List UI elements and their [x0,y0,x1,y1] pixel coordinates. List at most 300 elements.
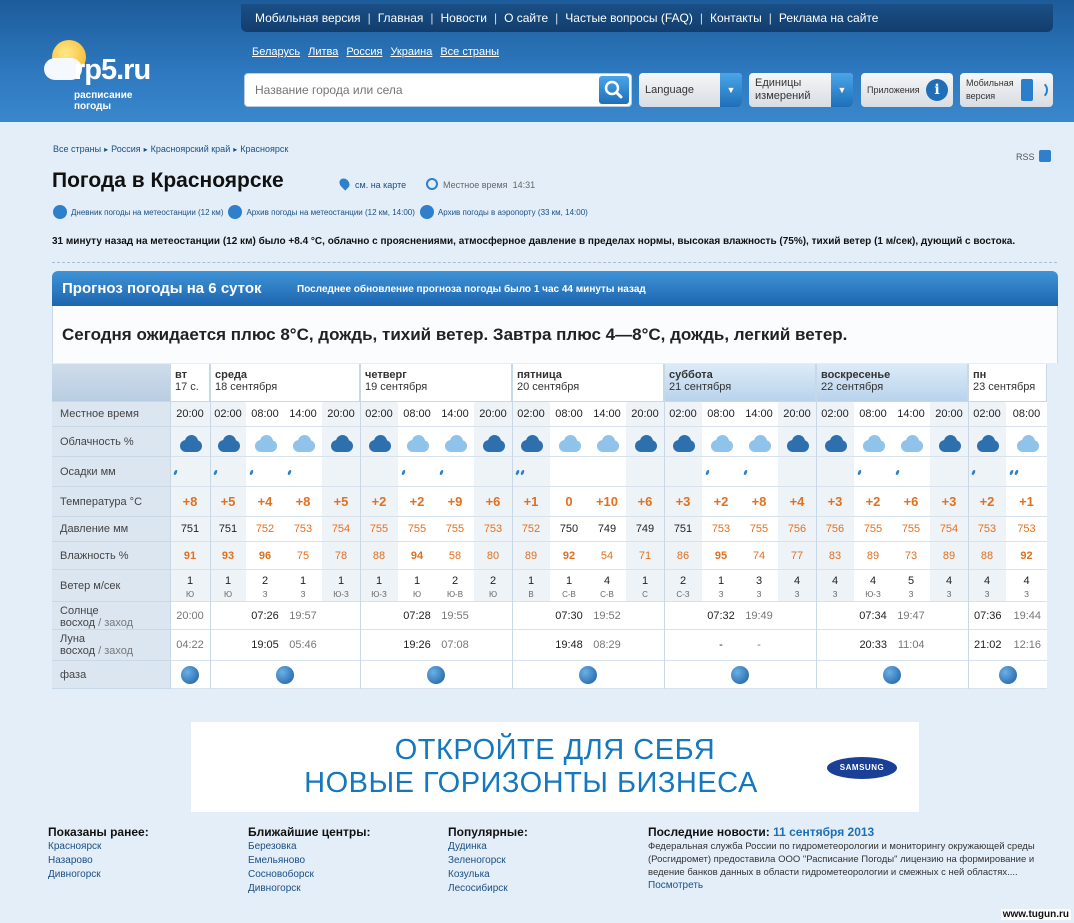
nav-item[interactable]: О сайте [504,11,549,25]
cell-time [740,402,778,427]
cell-precip [892,457,930,487]
pressure-value: 755 [863,523,883,535]
cloud-icon [328,434,354,452]
cell-clouds [550,427,588,457]
cell-clouds [626,427,664,457]
time-value: 02:00 [517,408,545,420]
cell-clouds [322,427,360,457]
cell-time [626,402,664,427]
city-link[interactable]: Сосновоборск [248,869,314,880]
temperature-value: +2 [409,494,425,509]
cell-precip [360,457,398,487]
sun-rise: 07:34 [859,610,887,622]
units-select[interactable] [749,73,853,107]
rain-drop-icon [249,470,254,475]
day-date: 23 сентября [973,381,1036,393]
news-more-link[interactable]: Посмотреть [648,880,704,891]
day-divider [968,364,969,689]
cell-clouds [702,427,740,457]
moon-phase-cell [512,661,664,689]
pressure-value: 749 [597,523,617,535]
sun-set: 19:52 [593,610,621,622]
temperature-value: +5 [220,494,236,509]
rain-drop-icon [287,470,292,475]
cloud-icon [632,434,658,452]
wind-direction: Ю [412,590,422,599]
forecast-updated: Последнее обновление прогноза погоды было 1 час 44 минуты назад [297,284,646,295]
cell-precip [816,457,854,487]
cell-time [210,402,246,427]
humidity-value: 54 [600,550,614,562]
logo-sub-1: расписание [74,90,133,101]
rain-drop-icon [515,470,520,475]
nav-item[interactable]: Реклама на сайте [778,11,879,25]
temperature-value: +9 [447,494,463,509]
wind-direction: З [1024,590,1029,599]
rain-drop-icon [1014,470,1019,475]
cell-humidity [512,542,550,570]
airplane-icon [420,205,434,219]
cell-wind [626,570,664,602]
moon-phase-icon [276,666,294,684]
sun-rise: 07:32 [707,610,735,622]
day-name: воскресенье [821,369,891,381]
cell-humidity [1006,542,1047,570]
day-name: пн [973,369,987,381]
recent-cities [48,825,149,882]
day-date: 19 сентября [365,381,428,393]
nearby-centers [248,825,370,896]
moon-rise: 19:26 [403,639,431,651]
archive-icon [228,205,242,219]
sun-set: 19:55 [441,610,469,622]
wind-speed: 1 [375,575,383,587]
cell-wind [436,570,474,602]
news-text: Федеральная служба России по гидрометеорологии и мониторингу окружающей среды (Росгидромет) предоставила ООО "Расписание Погоды" лицензию на формирование и ведение банков данных в области гидрометеорологии и смежных с ней областях.... [648,841,1035,878]
cell-pressure [930,517,968,542]
cell-time [474,402,512,427]
wind-speed: 4 [603,575,611,587]
time-value: 08:00 [1012,408,1041,420]
humidity-value: 92 [562,550,576,562]
cell-clouds [246,427,284,457]
cell-wind [170,570,210,602]
city-link[interactable]: Лесосибирск [448,883,508,894]
nav-item[interactable]: Мобильная версия [255,11,361,25]
local-time-value: 14:31 [512,180,536,190]
logo-subtitle [74,90,132,112]
day-header [210,364,360,402]
time-value: 14:00 [441,408,469,420]
cell-wind [588,570,626,602]
cell-time [550,402,588,427]
apps-button[interactable] [861,73,953,107]
cell-time [1006,402,1047,427]
moon-phase-cell [170,661,210,689]
sun-rise: 07:26 [251,610,279,622]
breadcrumb-item[interactable]: Красноярский край [150,144,231,154]
cell-temp [210,487,246,517]
units-label-2: измерений [755,90,811,102]
cell-precip [702,457,740,487]
pressure-value: 755 [407,523,427,535]
pressure-value: 753 [293,523,313,535]
breadcrumb-item[interactable]: Россия [111,144,141,154]
moon-times [664,630,816,661]
moon-phase-cell [360,661,512,689]
moon-set-word: / заход [98,645,134,657]
phone-icon [1021,79,1033,101]
time-value: 08:00 [707,408,735,420]
wind-speed: 4 [983,575,991,587]
cell-precip [664,457,702,487]
cell-temp [664,487,702,517]
cell-wind [210,570,246,602]
cell-temp [968,487,1006,517]
map-link[interactable] [340,178,406,190]
cloud-icon [784,434,810,452]
cell-wind [284,570,322,602]
moon-phase-icon [181,666,199,684]
humidity-value: 91 [183,550,197,562]
wind-direction: Ю-З [371,590,387,599]
country-links [252,46,507,58]
cell-precip [626,457,664,487]
cell-wind [740,570,778,602]
temperature-value: +2 [865,494,881,509]
moon-set: 11:04 [897,639,925,651]
city-link[interactable]: Дивногорск [48,869,101,880]
day-header [816,364,968,402]
wind-direction: Ю [223,590,233,599]
cell-humidity [930,542,968,570]
rain-drop-icon [857,470,862,475]
cell-wind [892,570,930,602]
temperature-value: +10 [595,494,619,509]
sun-pair [398,602,474,630]
cell-temp [626,487,664,517]
breadcrumb-item[interactable]: Все страны [53,144,102,154]
rain-drop-icon [213,470,218,475]
forecast-summary-text: Сегодня ожидается плюс 8°С, дождь, тихий ветер. Завтра плюс 4—8°С, дождь, легкий ветер. [62,325,848,344]
moon-set: - [757,639,761,651]
rain-drop-icon [895,470,900,475]
humidity-value: 89 [942,550,956,562]
cloud-icon [215,434,241,452]
cell-precip [210,457,246,487]
nearby-title: Ближайшие центры: [248,825,371,839]
search-input[interactable] [245,74,585,106]
cell-temp [360,487,398,517]
cell-pressure [854,517,892,542]
humidity-value: 95 [714,550,728,562]
cell-precip [284,457,322,487]
mobile-version-button[interactable] [960,73,1053,107]
row-label-phase: фаза [52,661,170,689]
cell-wind [664,570,702,602]
cell-temp [892,487,930,517]
wind-speed: 2 [679,575,687,587]
cloud-icon [746,434,772,452]
cell-time [360,402,398,427]
moon-times [968,630,1047,661]
rain-drop-icon [520,470,525,475]
cell-pressure [778,517,816,542]
ad-line-2: НОВЫЕ ГОРИЗОНТЫ БИЗНЕСА [304,767,758,799]
city-link[interactable]: Козулька [448,869,490,880]
moon-rise: 19:48 [555,639,583,651]
nav-item[interactable]: Новости [440,11,487,25]
sun-rise: 07:36 [973,610,1002,622]
cell-time [968,402,1006,427]
pressure-value: 755 [369,523,389,535]
city-link[interactable]: Красноярск [48,841,102,852]
wind-speed: 2 [261,575,269,587]
moon-phase-cell [664,661,816,689]
units-label-1: Единицы [755,77,802,89]
row-label-head [52,364,170,402]
sun-times [816,602,968,630]
cloud-icon [252,434,278,452]
language-label: Language [645,84,694,96]
country-link[interactable]: Литва [308,46,339,58]
samsung-logo: SAMSUNG [827,757,897,779]
time-value: 20:00 [631,408,659,420]
sun-set: 19:44 [1013,610,1042,622]
forecast-summary [52,306,1058,363]
cell-pressure [210,517,246,542]
moon-pair [398,630,474,661]
day-name: суббота [669,369,713,381]
wind-speed: 1 [717,575,725,587]
cloud-icon [177,434,203,452]
station-archive-link[interactable]: Архив погоды на метеостанции (12 км, 14:00) [246,207,415,217]
breadcrumb-separator: ▸ [104,145,109,154]
humidity-value: 96 [258,550,272,562]
pressure-value: 755 [749,523,769,535]
cell-humidity [968,542,1006,570]
cell-precip [246,457,284,487]
language-select[interactable] [639,73,742,107]
moon-label-line-1: Луна [60,633,86,645]
time-value: 02:00 [821,408,849,420]
moon-phase-icon [579,666,597,684]
cell-pressure [398,517,436,542]
moon-phase-icon [883,666,901,684]
cell-wind [1006,570,1047,602]
wind-direction: З [908,590,914,599]
nav-item[interactable]: Контакты [709,11,762,25]
row-label-pressure: Давление мм [52,517,170,542]
cell-wind [968,570,1006,602]
cell-precip [170,457,210,487]
moon-pair [968,630,1047,661]
day-divider [816,364,817,689]
cell-clouds [778,427,816,457]
map-pin-icon [337,176,351,190]
temperature-value: +8 [295,494,311,509]
wind-direction: З [262,590,268,599]
search-icon [599,76,629,104]
cloud-icon [290,434,316,452]
pressure-value: 751 [180,523,200,535]
pressure-value: 753 [483,523,503,535]
mobile-label-2: версия [966,91,996,101]
wind-direction: Ю-З [865,590,881,599]
country-link[interactable]: Беларусь [252,46,301,58]
news-date[interactable]: 11 сентября 2013 [773,825,875,839]
cell-precip [436,457,474,487]
cell-clouds [436,427,474,457]
sun-set: 19:49 [745,610,773,622]
pressure-value: 752 [255,523,275,535]
time-value: 14:00 [593,408,621,420]
day-date: 22 сентября [821,381,884,393]
cell-clouds [512,427,550,457]
pressure-value: 751 [673,523,693,535]
cloud-icon [518,434,544,452]
cell-temp [930,487,968,517]
cell-humidity [550,542,588,570]
cell-pressure [322,517,360,542]
cell-time [284,402,322,427]
popular-cities [448,825,528,896]
day-name: четверг [365,369,407,381]
city-link[interactable]: Дудинка [448,841,487,852]
rss-link[interactable] [1016,150,1051,162]
chevron-down-icon: ▼ [720,73,742,107]
cell-humidity [246,542,284,570]
local-time-label: Местное время [443,180,508,190]
cell-pressure [1006,517,1047,542]
top-navigation [241,4,1053,32]
moon-pair [550,630,626,661]
cell-pressure [588,517,626,542]
pressure-value: 749 [635,523,655,535]
cell-precip [474,457,512,487]
city-link[interactable]: Емельяново [248,855,306,866]
nav-item[interactable]: Главная [377,11,424,25]
day-divider [360,364,361,689]
cell-time [170,402,210,427]
time-value: 08:00 [555,408,583,420]
wind-direction: В [528,590,534,599]
wind-speed: 1 [413,575,421,587]
cell-clouds [284,427,322,457]
cell-humidity [474,542,512,570]
cell-humidity [778,542,816,570]
main-content [0,122,1074,923]
mobile-label-1: Мобильная [966,78,1014,88]
cell-clouds [360,427,398,457]
city-link[interactable]: Дивногорск [248,883,301,894]
temperature-value: +6 [485,494,501,509]
forecast-title: Прогноз погоды на 6 суток [62,280,262,297]
current-observation: 31 минуту назад на метеостанции (12 км) было +8.4 °С, облачно с прояснениями, атмосферное давление в пределах нормы, высокая влажность (75%), тихий ветер (1 м/сек), дующий с востока. [52,236,1016,247]
sun-set: 19:47 [897,610,925,622]
day-header [360,364,512,402]
moon-phase-cell [816,661,968,689]
breadcrumb-item[interactable]: Красноярск [240,144,289,154]
country-link[interactable]: Россия [346,46,383,58]
moon-times [512,630,664,661]
cell-temp [398,487,436,517]
temperature-value: +4 [257,494,273,509]
day-divider [664,364,665,689]
sun-pair [968,602,1047,630]
cell-precip [588,457,626,487]
time-value: 20:00 [783,408,811,420]
pressure-value: 750 [559,523,579,535]
advertisement-banner[interactable] [191,722,919,812]
cell-clouds [740,427,778,457]
wind-direction: З [832,590,838,599]
sun-pair [246,602,322,630]
airport-archive-link[interactable]: Архив погоды в аэропорту (33 км, 14:00) [437,207,588,217]
cell-wind [322,570,360,602]
time-value: 14:00 [897,408,925,420]
wind-direction: З [300,590,306,599]
cell-precip [398,457,436,487]
cell-precip [854,457,892,487]
pressure-value: 752 [521,523,541,535]
search-button[interactable] [599,76,629,104]
cell-pressure [170,517,210,542]
cell-temp [284,487,322,517]
sun-times [210,602,360,630]
diary-link[interactable]: Дневник погоды на метеостанции (12 км) [71,207,224,217]
cell-wind [398,570,436,602]
cell-temp [702,487,740,517]
cell-humidity [854,542,892,570]
cell-time [588,402,626,427]
news-title [648,825,1048,839]
temperature-value: +3 [827,494,843,509]
humidity-value: 74 [752,550,766,562]
cell-precip [322,457,360,487]
wind-speed: 4 [831,575,839,587]
clock-icon [426,178,438,190]
city-link[interactable]: Назарово [48,855,93,866]
day-name: пятница [517,369,562,381]
nav-item[interactable]: Частые вопросы (FAQ) [565,11,693,25]
cell-clouds [170,427,210,457]
row-label-clouds: Облачность % [52,427,170,457]
sun-rise-word: восход [60,617,96,629]
cloud-icon [594,434,620,452]
country-link[interactable]: Украина [390,46,433,58]
cell-clouds [1006,427,1047,457]
country-link[interactable]: Все страны [440,46,500,58]
cell-clouds [210,427,246,457]
city-link[interactable]: Березовка [248,841,297,852]
temperature-value: +2 [371,494,387,509]
cell-wind [360,570,398,602]
wind-speed: 3 [755,575,763,587]
moon-pair [246,630,322,661]
moon-rise: 19:05 [251,639,279,651]
site-logo[interactable] [44,36,174,114]
city-link[interactable]: Зеленогорск [448,855,506,866]
cell-pressure [284,517,322,542]
day-divider [512,364,513,689]
temperature-value: +2 [979,494,995,509]
humidity-value: 58 [448,550,462,562]
moon-phase-icon [427,666,445,684]
pressure-value: 755 [901,523,921,535]
temperature-value: +8 [182,494,198,509]
cell-clouds [892,427,930,457]
